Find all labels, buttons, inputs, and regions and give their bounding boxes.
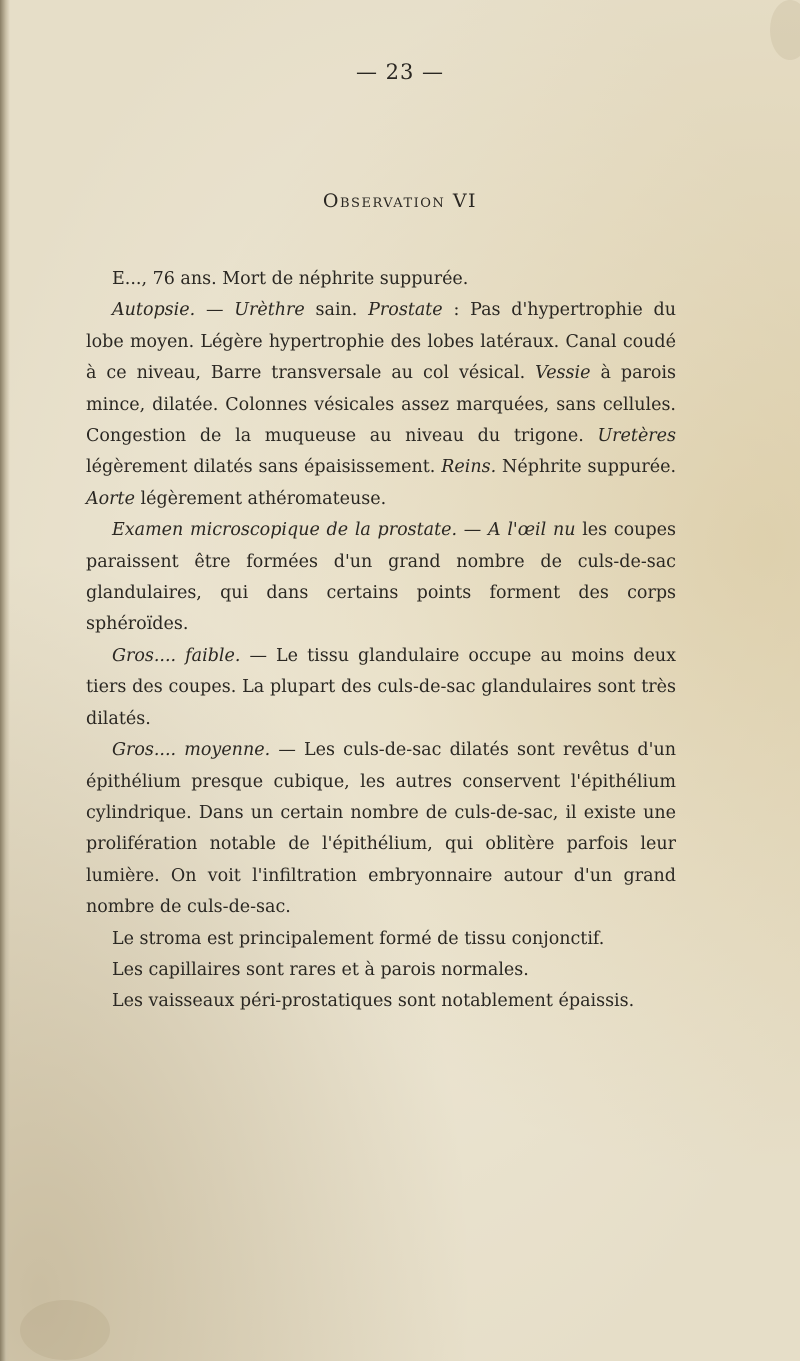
paragraph-p7 — [86, 955, 676, 986]
italic-term: Urèthre — [234, 300, 305, 321]
text-run: — — [195, 300, 235, 321]
text-run: à parois mince, dilatée. Colonnes vésicales assez marquées, sans cellules. Congestion de la muqueuse au niveau du trigone. — [86, 363, 676, 447]
text-run: : Pas d'hypertrophie du lobe moyen. Légère hypertrophie des lobes latéraux. Canal coudé à ce niveau, Barre transversale au col vésical. — [86, 300, 676, 384]
text-run: Les capillaires sont rares et à parois normales. — [112, 959, 529, 980]
paragraph-p8 — [86, 986, 676, 1017]
paper-stain — [770, 0, 800, 60]
text-run: E..., 76 ans. Mort de néphrite suppurée. — [112, 269, 469, 289]
text-run: — Les culs-de-sac dilatés sont revêtus d'un épithélium presque cubique, les autres conservent l'épithélium cylindrique. Dans un certain nombre de culs-de-sac, il existe une prolifération notable de l'épithélium, qui oblitère parfois leur lumière. On voit l'infiltration embryonnaire autour d'un grand nombre de culs-de-sac. — [86, 740, 676, 918]
text-run: légèrement athéromateuse. — [134, 488, 387, 509]
text-run: légèrement dilatés sans épaisissement. — [86, 457, 442, 478]
italic-term: Uretères — [597, 426, 676, 447]
text-run: Le stroma est principalement formé de tissu conjonctif. — [112, 928, 605, 949]
italic-term: Reins. — [441, 457, 497, 478]
text-run: sain. — [304, 300, 369, 321]
page-number: — 23 — — [355, 60, 445, 84]
text-run: les coupes paraissent être formées d'un grand nombre de culs-de-sac glandulaires, qui dans certains points forment des corps sphéroïdes. — [86, 520, 676, 635]
italic-term: Examen microscopique de la prostate. — [112, 520, 458, 541]
paragraph-p4 — [86, 641, 676, 735]
paragraph-p1 — [86, 264, 676, 295]
paragraph-p2 — [86, 295, 676, 515]
text-run: Néphrite suppurée. — [496, 457, 677, 478]
italic-term: Aorte — [86, 488, 135, 509]
text-run: — — [457, 520, 488, 541]
text-run: Les vaisseaux péri-prostatiques sont notablement épaissis. — [112, 991, 635, 1012]
text-run: — Le tissu glandulaire occupe au moins deux tiers des coupes. La plupart des culs-de-sac glandulaires sont très dilatés. — [86, 645, 676, 729]
italic-term: Prostate — [368, 300, 443, 321]
paper-stain — [20, 1300, 110, 1360]
italic-term: Vessie — [535, 363, 591, 384]
observation-body — [86, 264, 676, 1018]
paragraph-p3 — [86, 515, 676, 641]
italic-term: Autopsie. — [112, 300, 196, 321]
italic-term: Gros.... faible. — [112, 645, 241, 666]
italic-term: Gros.... moyenne. — [112, 740, 271, 761]
paragraph-p6 — [86, 924, 676, 955]
observation-heading: Observation VI — [322, 190, 478, 212]
italic-term: A l'œil nu — [487, 520, 576, 541]
paragraph-p5 — [86, 735, 676, 923]
